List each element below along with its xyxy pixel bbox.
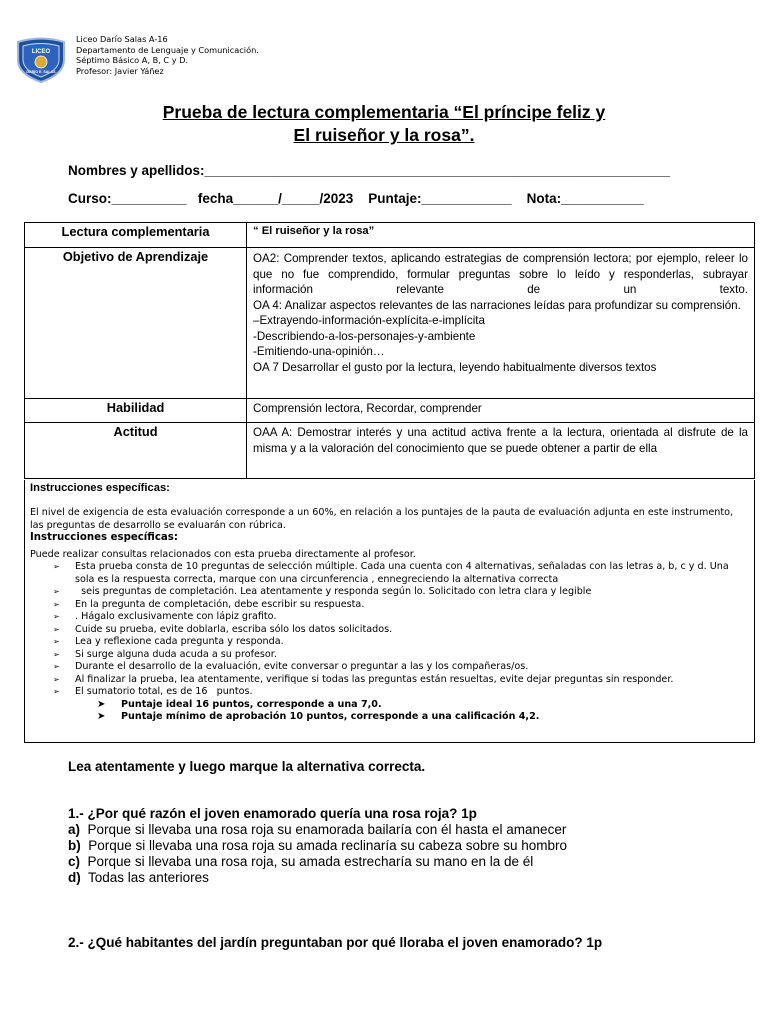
list-item [25, 661, 746, 674]
question-1 [68, 806, 567, 886]
list-item-text: El sumatorio total, es de 16 puntos. [75, 686, 253, 697]
row-label: Habilidad [25, 399, 247, 423]
list-item-text: . Hágalo exclusivamente con lápiz grafito. [75, 611, 277, 622]
row-value: “ El ruiseñor y la rosa” [247, 223, 755, 248]
arrowhead-bullet-icon: ➢ [53, 687, 60, 696]
logo-bottom-text: DARÍO E. SALAS [26, 70, 56, 74]
option-text: Todas las anteriores [88, 870, 209, 885]
objective-oa7: OA 7 Desarrollar el gusto por la lectura, leyendo habitualmente diversos textos [253, 360, 657, 374]
question-2: 2.- ¿Qué habitantes del jardín preguntaban por qué lloraba el joven enamorado? 1p [68, 935, 603, 950]
title-line-1: Prueba de lectura complementaria “El príncipe feliz y [162, 102, 606, 122]
arrowhead-bullet-icon: ➤ [97, 711, 106, 722]
list-item-text: En la pregunta de completación, debe escribir su respuesta. [75, 598, 365, 610]
header-line: Profesor: Javier Yáñez [76, 65, 164, 76]
option-text: Porque si llevaba una rosa roja su enamorada bailaría con él hasta el amanecer [87, 822, 567, 837]
list-item [25, 586, 746, 599]
list-item-text: Durante el desarrollo de la evaluación, evite conversar o preguntar a las y los compañeras/os. [75, 661, 529, 672]
section-instruction: Lea atentamente y luego marque la alternativa correcta. [68, 759, 426, 774]
answer-option-a[interactable] [68, 822, 567, 838]
title-line-2: El ruiseñor y la rosa”. [293, 125, 475, 145]
objective-item: -Describiendo-a-los-personajes-y-ambiente [253, 329, 476, 343]
instructions-heading: Instrucciones específicas: [30, 532, 178, 543]
arrowhead-bullet-icon: ➤ [97, 698, 106, 710]
header-line: Liceo Darío Salas A-16 [76, 34, 168, 44]
objective-oa2: OA2: Comprender textos, aplicando estrategias de comprensión lectora; por ejemplo, releer lo que no fue comprendido, formular preguntas sobre lo leído y responderlas, subrayar información relevante de un texto. [253, 252, 748, 296]
list-item [25, 599, 746, 612]
list-item [25, 699, 746, 712]
table-row [25, 248, 755, 399]
list-item [25, 674, 746, 687]
option-text: Porque si llevaba una rosa roja, su amada estrecharía su mano en la de él [87, 854, 534, 869]
arrowhead-bullet-icon: ➢ [53, 587, 60, 596]
logo-top-text: LICEO [31, 49, 51, 55]
header-line: Departamento de Lenguaje y Comunicación. [76, 44, 259, 55]
list-item [25, 686, 746, 699]
arrowhead-bullet-icon: ➢ [53, 649, 60, 659]
page-title [0, 101, 768, 147]
option-text: Porque si llevaba una rosa roja su amada reclinaría su cabeza sobre su hombro [88, 838, 568, 853]
row-value: Comprensión lectora, Recordar, comprender [247, 399, 755, 423]
names-field[interactable]: Nombres y apellidos:______________________________________________________________ [68, 163, 671, 178]
table-row [25, 399, 755, 423]
arrowhead-bullet-icon: ➢ [53, 674, 60, 684]
list-item [25, 636, 746, 649]
list-item-text: Puntaje ideal 16 puntos, corresponde a una 7,0. [121, 698, 382, 710]
list-item-text: Cuide su prueba, evite doblarla, escriba sólo los datos solicitados. [75, 623, 393, 635]
instructions-heading: Instrucciones específicas: [30, 482, 170, 494]
list-item [25, 561, 746, 586]
row-label: Objetivo de Aprendizaje [25, 248, 247, 399]
school-header [76, 34, 259, 76]
list-item-text: Si surge alguna duda acuda a su profesor. [75, 648, 277, 660]
list-item [25, 611, 746, 624]
list-item [25, 649, 746, 662]
course-date-score-field[interactable]: Curso:__________ fecha______/_____/2023 Puntaje:____________ Nota:___________ [68, 191, 644, 206]
arrowhead-bullet-icon: ➢ [53, 612, 60, 621]
list-item [25, 624, 746, 637]
question-text: 1.- ¿Por qué razón el joven enamorado quería una rosa roja? 1p [68, 806, 477, 821]
option-letter: c) [68, 854, 81, 869]
instructions-box [24, 480, 755, 743]
option-letter: a) [68, 822, 81, 837]
row-value [247, 248, 755, 399]
table-row [25, 223, 755, 248]
answer-option-d[interactable] [68, 870, 567, 886]
objective-item: -Emitiendo-una-opinión… [253, 345, 385, 358]
list-item-text: Al finalizar la prueba, lea atentamente, verifique si todas las preguntas están resueltas, evite dejar preguntas sin responder. [75, 673, 674, 685]
row-value: OAA A: Demostrar interés y una actitud activa frente a la lectura, orientada al disfrute de la misma y a la valoración del conocimiento que se puede obtener a partir de ella [247, 423, 755, 479]
arrowhead-bullet-icon: ➢ [53, 624, 60, 634]
list-item-text: Lea y reflexione cada pregunta y responda. [75, 636, 284, 647]
answer-option-b[interactable] [68, 838, 567, 854]
row-label: Actitud [25, 423, 247, 479]
header-line: Séptimo Básico A, B, C y D. [76, 55, 189, 65]
option-letter: d) [68, 870, 81, 885]
arrowhead-bullet-icon: ➢ [53, 637, 60, 646]
option-letter: b) [68, 838, 81, 853]
list-item-text: Puntaje mínimo de aprobación 10 puntos, corresponde a una calificación 4,2. [121, 711, 540, 722]
instructions-paragraph: Puede realizar consultas relacionados con esta prueba directamente al profesor. [30, 548, 416, 560]
school-logo [14, 36, 68, 84]
objective-item: –Extrayendo-información-explícita-e-implícita [253, 314, 485, 327]
arrowhead-bullet-icon: ➢ [53, 562, 60, 571]
row-label: Lectura complementaria [25, 223, 247, 248]
instructions-list [25, 561, 754, 724]
objective-oa4: OA 4: Analizar aspectos relevantes de las narraciones leídas para profundizar su comprensión. [253, 298, 741, 312]
list-item-text: Esta prueba consta de 10 preguntas de selección múltiple. Cada una cuenta con 4 alternativas, señaladas con las letras a, b, c y d. Una sola es la respuesta correcta, marque con una circunferencia , ennegreciendo la alternativa correcta [75, 561, 729, 585]
table-row [25, 423, 755, 479]
arrowhead-bullet-icon: ➢ [53, 599, 60, 609]
list-item-text: seis preguntas de completación. Lea atentamente y responda según lo. Solicitado con letra clara y legible [75, 586, 592, 597]
arrowhead-bullet-icon: ➢ [53, 662, 60, 671]
instructions-paragraph: El nivel de exigencia de esta evaluación corresponde a un 60%, en relación a los puntajes de la pauta de evaluación adjunta en este instrumento, las preguntas de desarrollo se evaluarán con rúbrica. [30, 507, 734, 531]
list-item [25, 711, 746, 724]
objectives-table [24, 222, 755, 479]
answer-option-c[interactable] [68, 854, 567, 870]
school-crest-icon [14, 36, 68, 84]
